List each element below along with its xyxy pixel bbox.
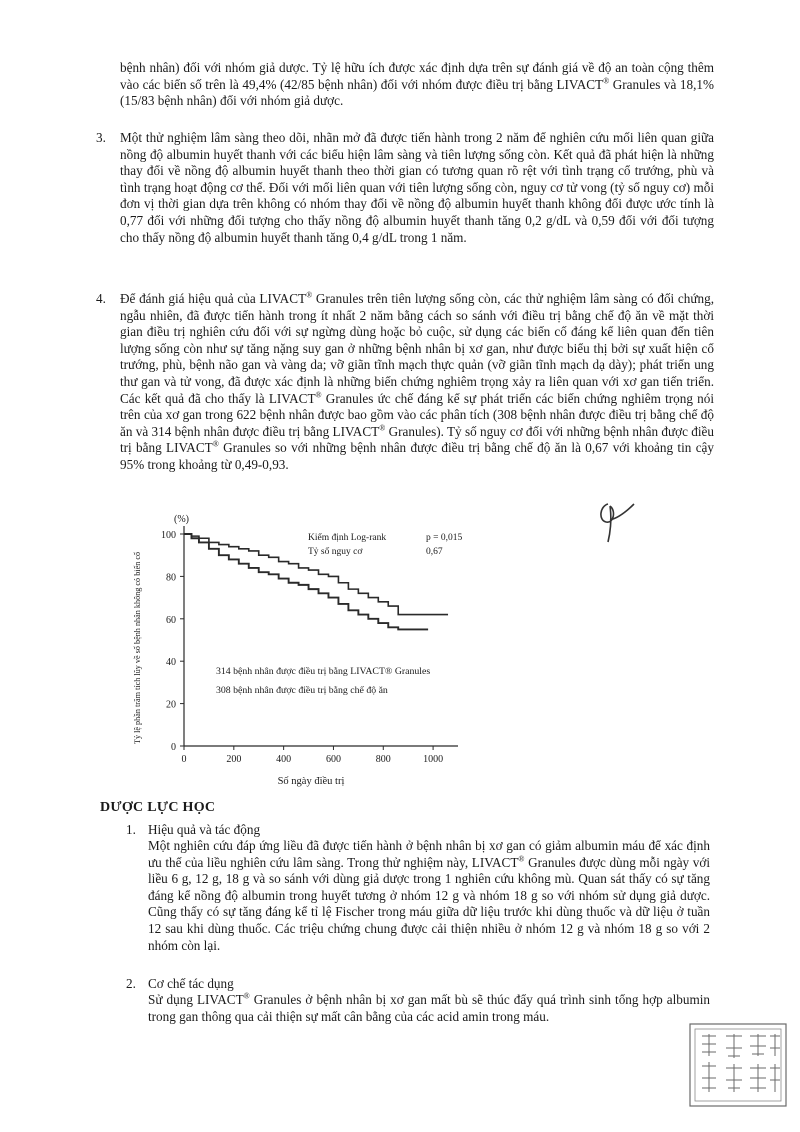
x-tick-label: 0 (181, 754, 187, 765)
company-seal (688, 1022, 788, 1108)
survival-chart-svg (128, 506, 498, 796)
survival-chart (128, 506, 498, 796)
y-unit-label: (%) (174, 514, 189, 525)
section-title-1: Hiệu quả và tác động (148, 822, 261, 837)
intro-paragraph: bệnh nhân) đối với nhóm giả dược. Tỷ lệ hữu ích được xác định dựa trên sự đánh giá về độ an toàn cộng thêm vào các biến số trên là 49,4% (42/85 bệnh nhân) đối với nhóm được điều trị bằng LIVACT® Granules và 18,1% (15/83 bệnh nhân) đối với nhóm giả dược. (120, 60, 714, 109)
section-number-2: 2. (126, 976, 136, 991)
series-line-diet (184, 534, 428, 629)
pharmacology-heading: DƯỢC LỰC HỌC (100, 800, 216, 815)
y-tick-label: 60 (166, 614, 176, 626)
x-tick-label: 400 (276, 754, 292, 765)
x-axis-label: Số ngày điều trị (277, 776, 345, 787)
y-tick-label: 40 (166, 657, 176, 669)
y-tick-label: 100 (161, 530, 176, 541)
annotation-hr-label: Tỷ số nguy cơ (308, 547, 363, 557)
paragraph-3: Một thử nghiệm lâm sàng theo dõi, nhãn mở đã được tiến hành trong 2 năm để nghiên cứu mối liên quan giữa nồng độ albumin huyết thanh với các biểu hiện lâm sàng và tiên lượng sống còn. Kết quả đã phát hiện là những thay đổi về nồng độ albumin huyết thanh theo thời gian có tương quan rõ rệt với tình trạng cổ trướng, phù và tình trạng hoạt động cơ thể. Đối với mối liên quan với tiên lượng sống còn, nguy cơ tử vong (tỷ số nguy cơ) mỗi đơn vị thời gian dựa trên không có nhóm thay đổi về nồng độ albumin huyết thanh không đổi được ước tính là 0,77 đối với những đối tượng cho thấy nồng độ albumin huyết thanh tăng 0,2 g/dL và 0,59 đối với đối tượng cho thấy nồng độ albumin huyết thanh tăng 0,4 g/dL trong 1 năm. (120, 130, 714, 245)
annotation-p-value: p = 0,015 (426, 533, 463, 543)
legend-livact: 314 bệnh nhân được điều trị bằng LIVACT® Granules (216, 666, 431, 677)
x-tick-label: 800 (375, 754, 391, 765)
x-tick-label: 1000 (423, 754, 444, 765)
annotation-hr-value: 0,67 (426, 547, 443, 557)
section-title-2: Cơ chế tác dụng (148, 976, 234, 991)
section-number-1: 1. (126, 822, 136, 837)
x-tick-label: 200 (226, 754, 242, 765)
x-tick-label: 600 (325, 754, 341, 765)
item-number-4: 4. (96, 291, 106, 306)
section-text-1: Một nghiên cứu đáp ứng liều đã được tiến hành ở bệnh nhân bị xơ gan có giảm albumin máu để xác định ưu thế của liều nghiên cứu lâm sàng. Trong thử nghiệm này, LIVACT® Granules được dùng mỗi ngày với liều 6 g, 12 g, 18 g và so sánh với dùng giả dược trong 1 nghiên cứu không mù. Quan sát thấy có sự tăng đáng kể nồng độ albumin trong huyết tương ở nhóm 12 g và nhóm 18 g so với nhóm sử dụng giả dược. Cũng thấy có sự tăng đáng kể tỉ lệ Fischer trong máu giữa dữ liệu trước khi dùng thuốc và dữ liệu ở tuần 12 sau khi dùng thuốc. Các triệu chứng chung được cải thiện nhiều ở nhóm 12 g và nhóm 18 g so với 2 nhóm còn lại. (148, 838, 710, 953)
legend-diet: 308 bệnh nhân được điều trị bằng chế độ ăn (216, 685, 388, 696)
annotation-test: Kiểm định Log-rank (308, 533, 387, 543)
item-number-3: 3. (96, 130, 106, 145)
handwritten-signature (580, 496, 640, 546)
y-tick-label: 20 (166, 699, 176, 711)
section-text-2: Sử dụng LIVACT® Granules ở bệnh nhân bị xơ gan mất bù sẽ thúc đẩy quá trình sinh tổng hợp albumin trong gan thông qua cải thiện sự mất cân bằng của các acid amin trong máu. (148, 991, 710, 1024)
y-axis-label: Tỷ lệ phần trăm tích lũy về số bệnh nhân không có biến cố (133, 551, 142, 745)
y-tick-label: 80 (166, 572, 176, 584)
y-tick-label: 0 (171, 742, 176, 753)
paragraph-4: Để đánh giá hiệu quả của LIVACT® Granules trên tiên lượng sống còn, các thử nghiệm lâm sàng có đối chứng, ngẫu nhiên, đã được tiến hành trong ít nhất 2 năm bằng cách so sánh với điều trị bằng chế độ ăn về mặt thời gian điều trị nghiên cứu đối với sự ngừng dùng hoặc bỏ cuộc, sử dụng các biến cố đáng kể liên quan đến tiên lượng sống còn như sự tăng nặng suy gan ở những bệnh nhân bị xơ gan, như được biểu thị bởi sự xuất hiện cổ trướng, phù, bệnh não gan và vàng da; vỡ giãn tĩnh mạch thực quản (vỡ giãn tĩnh mạch dạ dày); phát triển ung thư gan và tử vong, đã được xác định là những biến chứng nghiêm trọng xảy ra liên quan với xơ gan tiến triển. Các kết quả đã cho thấy là LIVACT® Granules ức chế đáng kể sự phát triển các biến chứng nghiêm trọng nói trên của xơ gan trong 622 bệnh nhân được bao gồm vào các phân tích (308 bệnh nhân được điều trị bằng chế độ ăn và 314 bệnh nhân được điều trị bằng LIVACT® Granules). Tỷ số nguy cơ đối với những bệnh nhân được điều trị bằng LIVACT® Granules so với những bệnh nhân được điều trị bằng chế độ ăn là 0,67 với khoảng tin cậy 95% trong khoảng từ 0,49-0,93. (120, 290, 715, 472)
